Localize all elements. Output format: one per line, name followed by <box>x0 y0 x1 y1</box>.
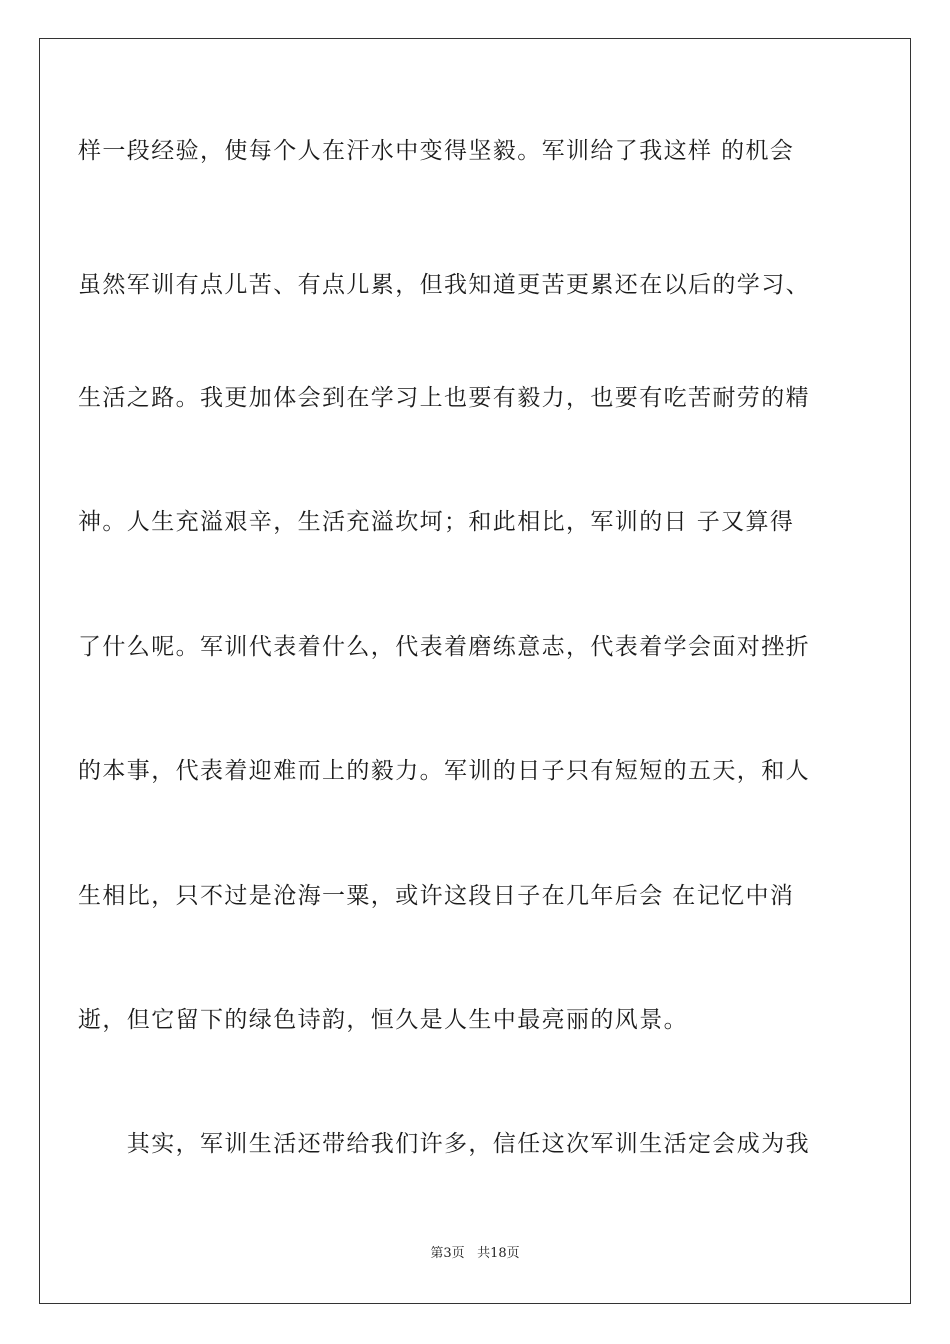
total-pages-label: 共18页 <box>477 1246 520 1261</box>
paragraph-start-line: 其实，军训生活还带给我们许多，信任这次军训生活定会成为我 <box>78 1131 810 1157</box>
page-number-footer <box>0 1245 950 1263</box>
text-line-7: 生相比，只不过是沧海一粟，或许这段日子在几年后会 在记忆中消 <box>78 883 795 909</box>
current-page-label: 第3页 <box>430 1246 465 1261</box>
page-border <box>39 38 911 1304</box>
text-line-4: 神。人生充溢艰辛，生活充溢坎坷；和此相比，军训的日 子又算得 <box>78 509 795 535</box>
text-line-1: 样一段经验，使每个人在汗水中变得坚毅。军训给了我这样 的机会 <box>78 138 795 164</box>
text-line-6: 的本事，代表着迎难而上的毅力。军训的日子只有短短的五天，和人 <box>78 758 810 784</box>
text-line-5: 了什么呢。军训代表着什么，代表着磨练意志，代表着学会面对挫折 <box>78 634 810 660</box>
text-line-3: 生活之路。我更加体会到在学习上也要有毅力，也要有吃苦耐劳的精 <box>78 385 810 411</box>
text-line-2: 虽然军训有点儿苦、有点儿累，但我知道更苦更累还在以后的学习、 <box>78 272 810 298</box>
text-line-8: 逝，但它留下的绿色诗韵，恒久是人生中最亮丽的风景。 <box>78 1007 688 1033</box>
